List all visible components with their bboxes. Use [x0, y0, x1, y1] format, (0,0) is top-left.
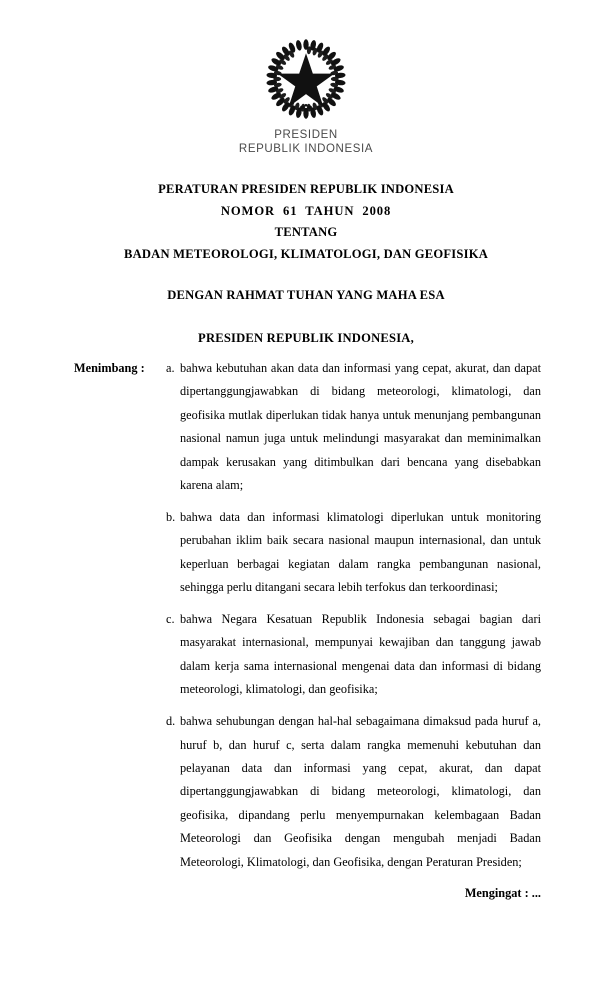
considerans-item-text: bahwa data dan informasi klimatologi diperlukan untuk monitoring perubahan iklim baik secara nasional maupun internasional, dan untuk keperluan berbagai kegiatan dalam rangka pembangunan nasional, sehingga perlu ditangani secara lebih terfokus dan terkoordinasi; — [180, 509, 541, 595]
considerans-item-marker: c. — [166, 612, 175, 627]
considerans-item-text: bahwa sehubungan dengan hal-hal sebagaimana dimaksud pada huruf a, huruf b, dan huruf c, serta dalam rangka memenuhi kebutuhan dan pelayanan data dan informasi yang cepat, akurat, dan dapat dipertanggungjawabkan di bidang meteorologi, klimatologi, dan geofisika, dipandang perlu menyempurnakan kelembagaan Badan Meteorologi dan Geofisika dengan mengubah menjadi Badan Meteorologi, Klimatologi, dan Geofisika, dengan Peraturan Presiden; — [180, 714, 541, 869]
considerans-item-marker: b. — [166, 509, 176, 524]
preamble-blessing: DENGAN RAHMAT TUHAN YANG MAHA ESA — [167, 288, 445, 302]
page-continuation-note: Mengingat : ... — [464, 886, 541, 900]
considerans-item-list — [166, 357, 541, 874]
considerans-label: Menimbang : — [74, 361, 145, 375]
considerans-item-text: bahwa Negara Kesatuan Republik Indonesia sebagai bagian dari masyarakat internasional, mempunyai kewajiban dan tanggung jawab dalam kerja sama internasional mengenai data dan informasi di bidang meteorologi, klimatologi, dan geofisika; — [180, 612, 541, 697]
document-preamble-block — [0, 285, 612, 349]
considerans-item-marker: d. — [166, 714, 176, 729]
letterhead-caption — [0, 128, 612, 156]
title-number-year: NOMOR 61 TAHUN 2008 — [220, 203, 392, 218]
title-about-label: TENTANG — [274, 225, 338, 239]
title-regulation-type: PERATURAN PRESIDEN REPUBLIK INDONESIA — [158, 182, 454, 196]
letterhead-caption-line1: PRESIDEN — [274, 129, 338, 141]
preamble-authority: PRESIDEN REPUBLIK INDONESIA, — [198, 330, 414, 345]
considerans-section — [74, 357, 541, 874]
title-subject: BADAN METEOROLOGI, KLIMATOLOGI, DAN GEOFISIKA — [123, 246, 488, 261]
considerans-item-text: bahwa kebutuhan akan data dan informasi yang cepat, akurat, dan dapat dipertanggungjawabkan di bidang meteorologi, klimatologi, dan geofisika mutlak diperlukan tidak hanya untuk menunjang pembangunan nasional namun juga untuk melindungi masyarakat dan meminimalkan dampak kerusakan yang ditimbulkan dari bencana yang disebabkan karena alam; — [180, 361, 541, 493]
considerans-item — [166, 357, 541, 497]
letterhead-caption-line2: REPUBLIK INDONESIA — [238, 143, 374, 155]
preamble-spacer — [0, 307, 612, 328]
considerans-item-marker: a. — [166, 361, 175, 375]
considerans-item — [166, 710, 541, 874]
document-title-block — [0, 179, 612, 265]
considerans-item — [166, 506, 541, 600]
garuda-star-wreath-emblem — [263, 36, 349, 122]
considerans-item — [166, 608, 541, 702]
letterhead — [0, 36, 612, 156]
considerans-row — [74, 357, 541, 874]
